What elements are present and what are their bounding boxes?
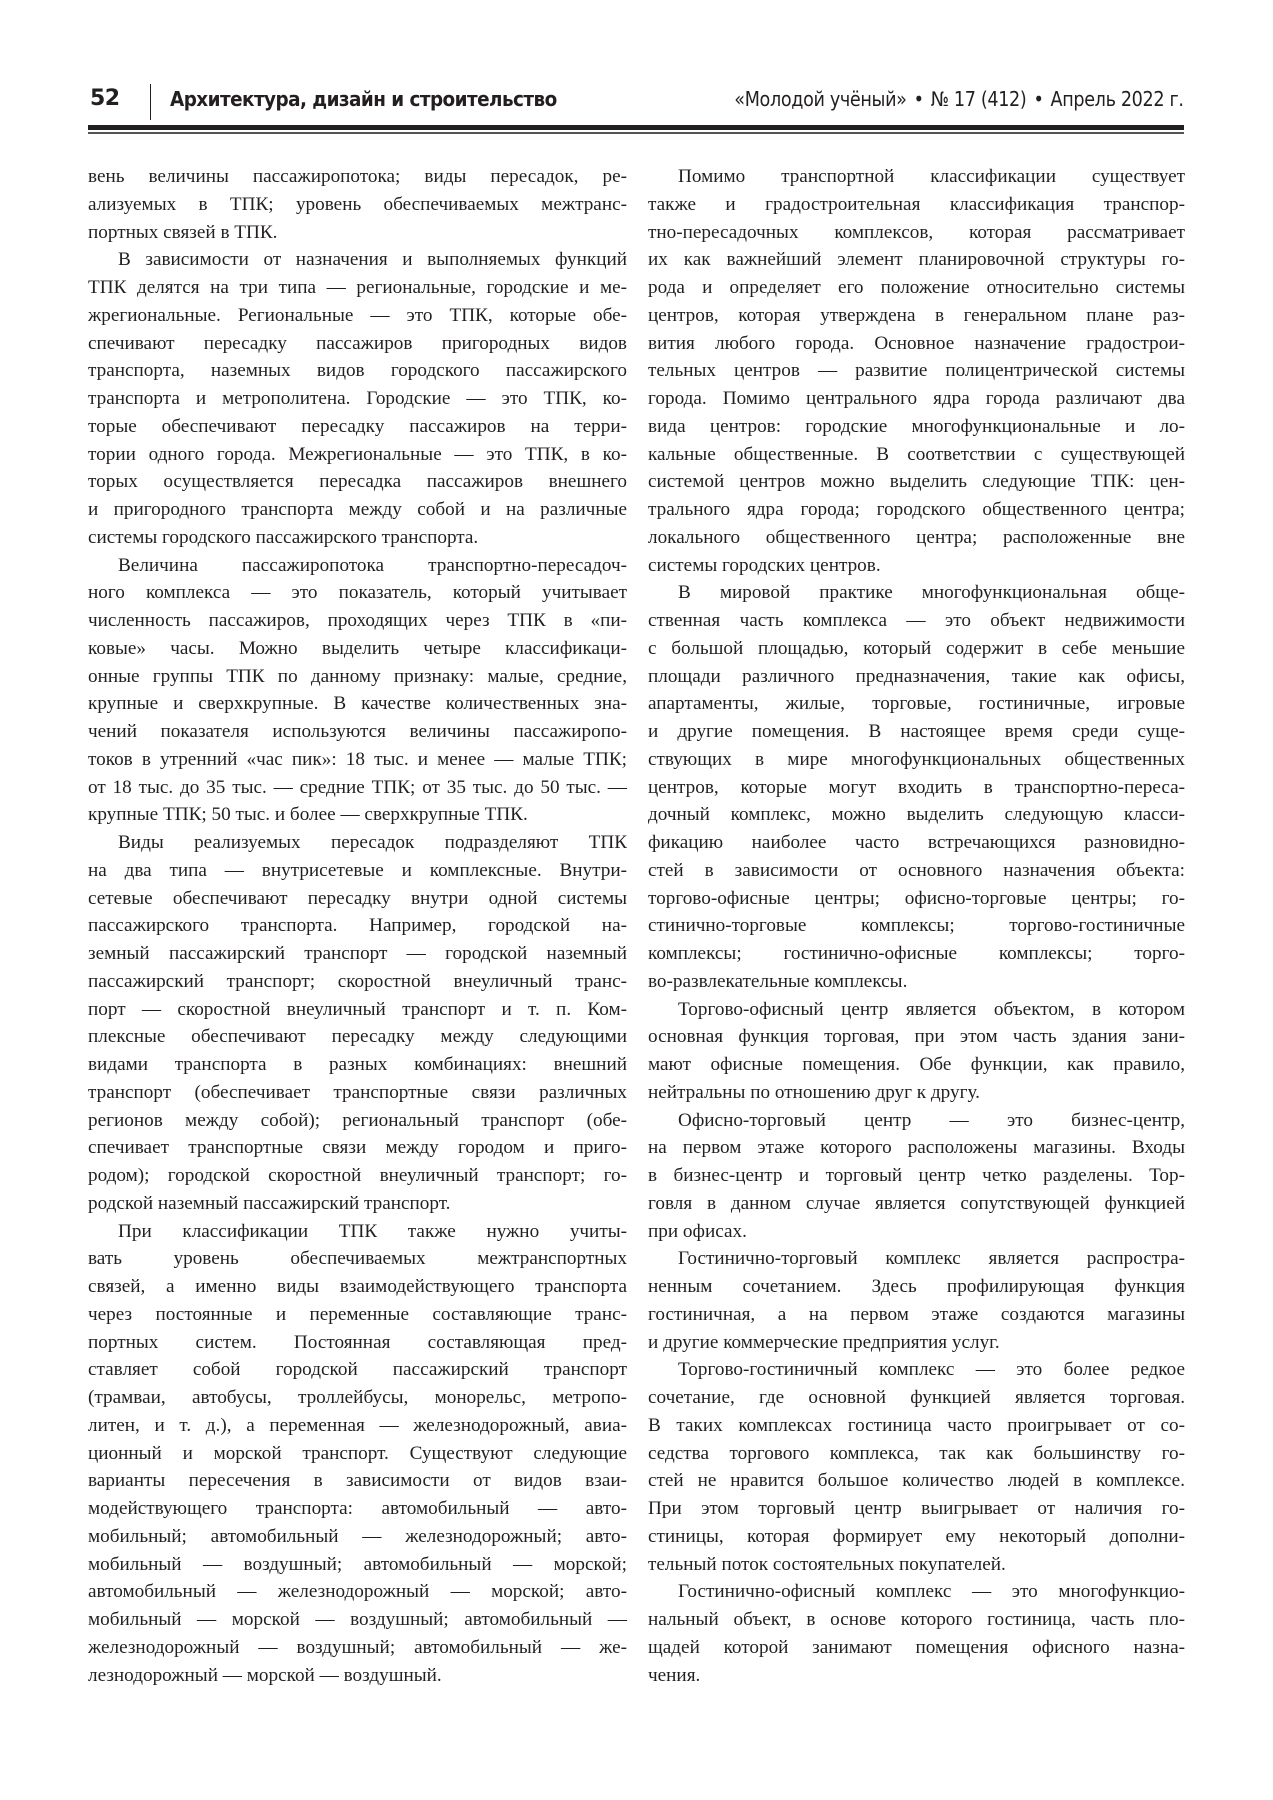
text-line: жрегиональные. Региональные — это ТПК, которые обе- [88,304,627,326]
text-line: земный пассажирский транспорт — городской наземный [88,943,627,964]
text-line: Величина пассажиропотока транспортно-пересадоч- [118,554,627,576]
text-line: города. Помимо центрального ядра города различают два [648,388,1185,409]
text-line: дочный комплекс, можно выделить следующую класси- [648,804,1185,826]
text-line: родом); городской скоростной внеуличный транспорт; го- [88,1165,627,1186]
text-line: мают офисные помещения. Обе функции, как правило, [648,1054,1185,1075]
text-line: и пригородного транспорта между собой и на различные [88,499,627,520]
paragraph [648,1245,1185,1356]
paragraph [88,1218,627,1690]
text-line: плексные обеспечивают пересадку между следующими [88,1026,627,1048]
text-line: ционный и морской транспорт. Существуют следующие [88,1442,627,1464]
text-line: вида центров: городские многофункциональные и ло- [648,415,1185,437]
text-line: онные группы ТПК по данному признаку: малые, средние, [88,665,627,687]
text-line: системы городских центров. [648,554,881,576]
text-line: транспорт (обеспечивает транспортные связи различных [88,1081,627,1103]
text-line: также и градостроительная классификация транспор- [648,193,1185,215]
text-line: вень величины пассажиропотока; виды пересадок, ре- [88,166,627,187]
journal-name: «Молодой учёный» [734,87,907,111]
text-line: торгово-офисные центры; офисно-торговые центры; го- [648,887,1185,909]
text-line: Гостинично-торговый комплекс является распростра- [678,1248,1185,1270]
text-line: нальный объект, в основе которого гостиница, часть пло- [648,1609,1185,1630]
left-column [88,163,627,1689]
text-line: на первом этаже которого расположены магазины. Входы [648,1137,1185,1159]
paragraph [648,579,1185,995]
text-line: во-развлекательные комплексы. [648,970,908,992]
text-line: стей не нравится большое количество людей в комплексе. [648,1470,1185,1492]
text-line: видами транспорта в разных комбинациях: внешний [88,1054,627,1075]
text-line: транспорта и метрополитена. Городские — это ТПК, ко- [88,388,627,409]
right-column [648,163,1185,1689]
header-rule-thin [88,132,1184,134]
text-line: кальные общественные. В соответствии с существующей [648,443,1185,465]
text-line: торые обеспечивают пересадку пассажиров на терри- [88,415,627,437]
text-line: численность пассажиров, проходящих через ТПК в «пи- [88,610,627,631]
text-line: щадей которой занимают помещения офисного назна- [648,1636,1185,1658]
text-line: нейтральны по отношению друг к другу. [648,1081,980,1103]
text-line: рода и определяет его положение относительно системы [648,277,1185,298]
text-line: Гостинично-офисный комплекс — это многофункцио- [678,1581,1185,1603]
text-line: спечивают пересадку пассажиров пригородных видов [88,332,627,354]
text-line: от 18 тыс. до 35 тыс. — средние ТПК; от 35 тыс. до 50 тыс. — [88,776,627,798]
text-line: Виды реализуемых пересадок подразделяют ТПК [118,832,627,853]
text-line: Торгово-гостиничный комплекс — это более редкое [678,1359,1185,1381]
text-line: сочетание, где основной функцией является торговая. [648,1387,1185,1408]
paragraph [88,552,627,830]
text-line: через постоянные и переменные составляющие транс- [88,1303,627,1325]
text-line: В таких комплексах гостиница часто проигрывает от со- [648,1414,1185,1436]
text-line: Офисно-торговый центр — это бизнес-центр, [678,1109,1185,1131]
header-rule-thick [88,125,1184,130]
text-line: и другие коммерческие предприятия услуг. [648,1331,1000,1353]
bullet-separator: • [914,87,925,111]
text-line: (трамваи, автобусы, троллейбусы, монорельс, метропо- [88,1387,627,1408]
text-line: ставляет собой городской пассажирский транспорт [88,1359,627,1381]
text-line: Торгово-офисный центр является объектом, в котором [678,998,1185,1020]
text-line: тельный поток состоятельных покупателей. [648,1553,1006,1575]
text-line: комплексы; гостинично-офисные комплексы; торго- [648,943,1185,964]
text-line: локального общественного центра; расположенные вне [648,526,1185,548]
section-title: Архитектура, дизайн и строительство [170,87,557,111]
text-line: литен, и т. д.), а переменная — железнодорожный, авиа- [88,1414,627,1436]
text-line: родской наземный пассажирский транспорт. [88,1192,451,1214]
text-line: трального ядра города; городского общественного центра; [648,499,1185,520]
text-line: ствующих в мире многофункциональных общественных [648,748,1185,770]
paragraph [88,829,627,1218]
paragraph [648,1578,1185,1689]
header-divider [150,84,151,120]
text-line: седства торгового комплекса, так как большинству го- [648,1442,1185,1464]
text-line: крупные ТПК; 50 тыс. и более — сверхкрупные ТПК. [88,804,528,826]
text-line: пассажирского транспорта. Например, городской на- [88,915,627,937]
text-line: В мировой практике многофункциональная обще- [678,582,1185,604]
text-line: ТПК делятся на три типа — региональные, городские и ме- [88,277,627,298]
text-line: тно-пересадочных комплексов, которая рассматривает [648,221,1185,243]
text-line: транспорта, наземных видов городского пассажирского [88,360,627,382]
page-number: 52 [90,86,120,111]
text-line: с большой площадью, который содержит в себе меньшие [648,637,1185,659]
text-line: вития любого города. Основное назначение градострои- [648,332,1185,354]
text-line: При этом торговый центр выигрывает от наличия го- [648,1498,1185,1519]
text-line: тельных центров — развитие полицентрической системы [648,360,1185,382]
text-line: площади различного предназначения, такие как офисы, [648,665,1185,687]
text-line: центров, которая утверждена в генеральном плане раз- [648,304,1185,326]
text-line: фикацию наиболее часто встречающихся разновидно- [648,832,1185,853]
text-line: порт — скоростной внеуличный транспорт и т. п. Ком- [88,998,627,1020]
text-line: При классификации ТПК также нужно учиты- [118,1220,627,1242]
text-line: в бизнес-центр и торговый центр четко разделены. Тор- [648,1165,1185,1186]
paragraph [648,996,1185,1107]
text-line: мобильный — воздушный; автомобильный — морской; [88,1553,627,1575]
paragraph [88,163,627,246]
paragraph [648,163,1185,579]
text-line: системы городского пассажирского транспорта. [88,526,479,548]
text-line: автомобильный — железнодорожный — морской; авто- [88,1581,627,1603]
running-header [90,84,1184,124]
text-line: портных связей в ТПК. [88,221,278,243]
text-line: ализуемых в ТПК; уровень обеспечиваемых межтранс- [88,193,627,215]
bullet-separator: • [1033,87,1044,111]
text-line: апартаменты, жилые, торговые, гостиничные, игровые [648,693,1185,715]
text-line: Помимо транспортной классификации существует [678,166,1185,187]
text-line: чения. [648,1664,701,1686]
text-line: ственная часть комплекса — это объект недвижимости [648,610,1185,631]
text-line: связей, а именно виды взаимодействующего транспорта [88,1276,627,1297]
text-line: стинично-торговые комплексы; торгово-гостиничные [648,915,1185,937]
text-line: тории одного города. Межрегиональные — это ТПК, в ко- [88,443,627,465]
text-line: вать уровень обеспечиваемых межтранспортных [88,1248,627,1270]
text-line: железнодорожный — воздушный; автомобильный — же- [88,1636,627,1658]
journal-info [735,87,1184,111]
paragraph [648,1356,1185,1578]
paragraph [88,246,627,551]
text-line: крупные и сверхкрупные. В качестве количественных зна- [88,693,627,715]
issue-date: Апрель 2022 г. [1050,87,1184,111]
text-line: мобильный; автомобильный — железнодорожный; авто- [88,1525,627,1547]
text-line: ковые» часы. Можно выделить четыре классификаци- [88,637,627,659]
text-line: их как важнейший элемент планировочной структуры го- [648,249,1185,271]
text-line: стей в зависимости от основного назначения объекта: [648,859,1185,881]
text-line: говля в данном случае является сопутствующей функцией [648,1192,1185,1214]
text-line: торых осуществляется пересадка пассажиров внешнего [88,471,627,493]
text-line: на два типа — внутрисетевые и комплексные. Внутри- [88,859,627,881]
text-line: и другие помещения. В настоящее время среди суще- [648,721,1185,742]
text-line: стиницы, которая формирует ему некоторый дополни- [648,1525,1185,1547]
text-line: модействующего транспорта: автомобильный — авто- [88,1498,627,1519]
text-line: при офисах. [648,1220,747,1242]
text-line: ного комплекса — это показатель, который учитывает [88,582,627,604]
text-line: ненным сочетанием. Здесь профилирующая функция [648,1276,1185,1297]
text-line: мобильный — морской — воздушный; автомобильный — [88,1609,627,1630]
text-line: чений показателя используются величины пассажиропо- [88,721,627,742]
text-line: сетевые обеспечивают пересадку внутри одной системы [88,887,627,909]
text-line: токов в утренний «час пик»: 18 тыс. и менее — малые ТПК; [88,748,627,770]
text-line: пассажирский транспорт; скоростной внеуличный транс- [88,970,627,992]
text-line: центров, которые могут входить в транспортно-переса- [648,776,1185,798]
text-line: гостиничная, а на первом этаже создаются магазины [648,1303,1185,1325]
text-line: лезнодорожный — морской — воздушный. [88,1664,442,1686]
text-line: регионов между собой); региональный транспорт (обе- [88,1109,627,1131]
issue-number: № 17 (412) [931,87,1027,111]
text-line: В зависимости от назначения и выполняемых функций [118,249,627,271]
paragraph [648,1107,1185,1246]
text-line: системой центров можно выделить следующие ТПК: цен- [648,471,1185,493]
text-line: варианты пересечения в зависимости от видов взаи- [88,1470,627,1492]
text-line: спечивает транспортные связи между городом и приго- [88,1137,627,1159]
text-line: портных систем. Постоянная составляющая пред- [88,1331,627,1353]
text-line: основная функция торговая, при этом часть здания зани- [648,1026,1185,1048]
